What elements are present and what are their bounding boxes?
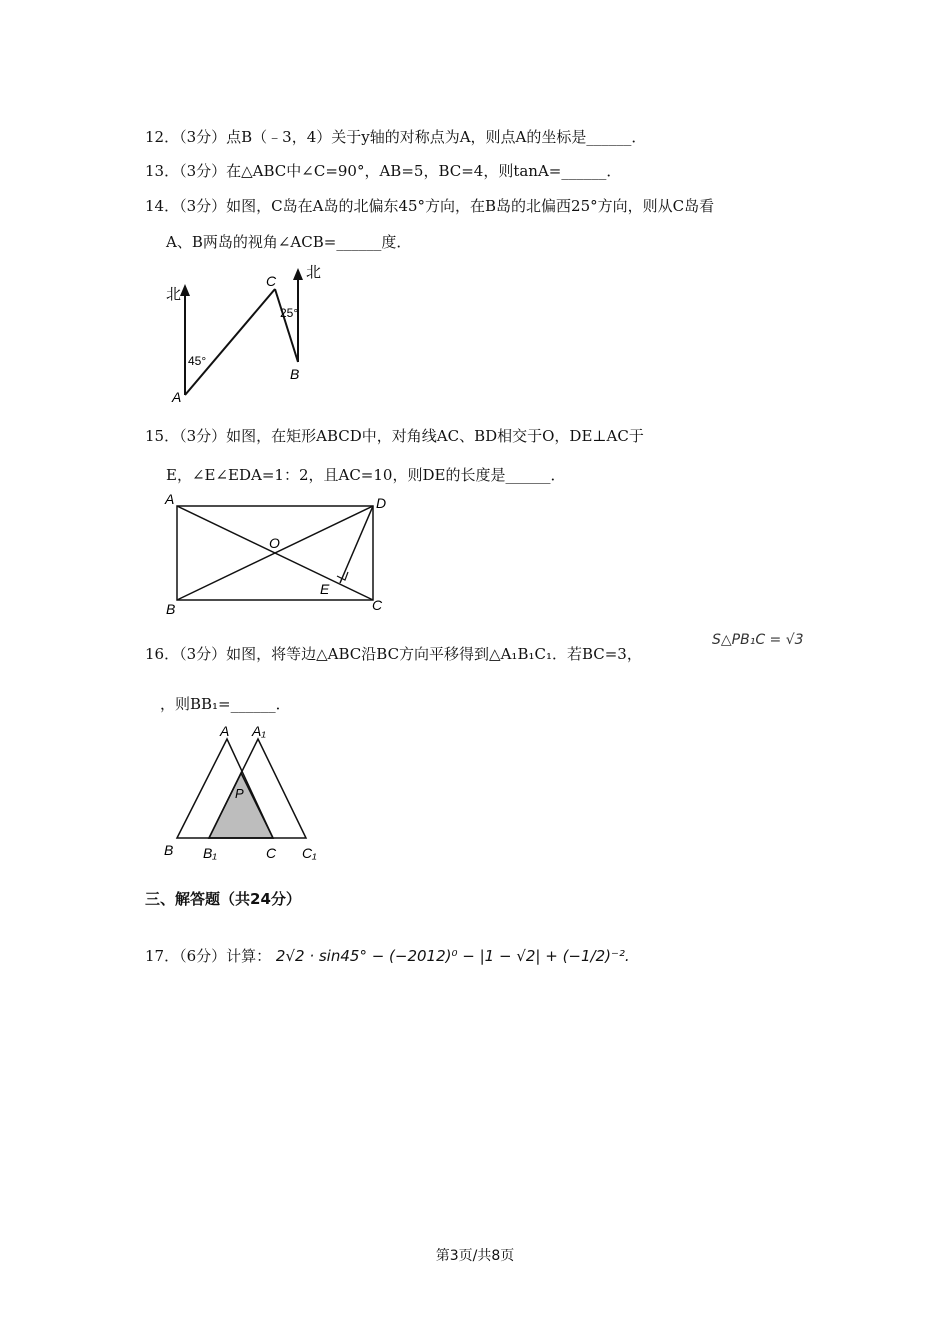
- point-a1-label: A₁: [252, 723, 266, 739]
- question-16-line1: [145, 644, 642, 664]
- question-12: [145, 127, 646, 147]
- north-label-2: 北: [306, 264, 322, 281]
- point-c-label: C: [266, 273, 277, 289]
- question-16-line2: [160, 694, 291, 714]
- q17-expression: 2√2 · sin45° − (−2012)⁰ − |1 − √2| + (−1/2)⁻².: [275, 947, 630, 965]
- question-17: [145, 946, 630, 966]
- q16-figure: [160, 720, 340, 865]
- q14-figure: [160, 258, 340, 406]
- q15-line2-text: E，∠E∠EDA=1：2，且AC=10，则DE的长度是______．: [166, 466, 566, 484]
- question-13: [145, 161, 621, 181]
- page-footer: 第3页/共8页: [435, 1248, 515, 1264]
- point-d-label: D: [376, 495, 387, 511]
- point-a-label: A: [220, 723, 230, 739]
- section-title: 三、解答题（共24分）: [145, 890, 301, 908]
- q15-figure: [160, 490, 400, 620]
- point-b-label: B: [166, 601, 176, 617]
- angle-45-label: 45°: [188, 354, 207, 368]
- q16-line2-text: ，则BB₁=______．: [160, 695, 291, 713]
- north-label-1: 北: [166, 286, 182, 303]
- q16-line1-text: 16．（3分）如图，将等边△ABC沿BC方向平移得到△A₁B₁C₁．若BC=3，: [145, 645, 642, 663]
- segment-de: [340, 506, 373, 583]
- question-15-line2: [166, 465, 565, 485]
- segment-ac: [185, 289, 275, 395]
- point-b-label: B: [164, 842, 174, 858]
- q16-area-formula: [712, 630, 804, 650]
- question-14-line1: [145, 196, 714, 216]
- point-b-label: B: [290, 366, 300, 382]
- q12-text: 12．（3分）点B（﹣3，4）关于y轴的对称点为A，则点A的坐标是______．: [145, 128, 647, 146]
- q14-line2-text: A、B两岛的视角∠ACB=______度．: [166, 233, 412, 251]
- shaded-triangle-pb1c: [209, 773, 273, 838]
- point-o-label: O: [269, 535, 280, 551]
- q15-line1-text: 15．（3分）如图，在矩形ABCD中，对角线AC、BD相交于O，DE⊥AC于: [145, 427, 644, 445]
- q14-line1-text: 14．（3分）如图，C岛在A岛的北偏东45°方向，在B岛的北偏西25°方向，则从C岛看: [145, 197, 715, 215]
- question-14-line2: [166, 232, 411, 252]
- north-arrow-a-icon: [180, 284, 190, 296]
- q16-formula-text: S△PB₁C = √3: [712, 632, 804, 648]
- q17-prefix: 17．（6分）计算：: [145, 947, 272, 965]
- point-b1-label: B₁: [203, 845, 217, 861]
- point-p-label: P: [235, 786, 244, 801]
- q13-text: 13．（3分）在△ABC中∠C=90°，AB=5，BC=4，则tanA=______．: [145, 162, 622, 180]
- point-c-label: C: [266, 845, 277, 861]
- question-15-line1: [145, 426, 644, 446]
- segment-cb: [275, 289, 298, 362]
- point-a-label: A: [165, 491, 175, 507]
- north-arrow-b-icon: [293, 268, 303, 280]
- point-a-label: A: [172, 389, 182, 405]
- angle-25-label: 25°: [280, 306, 299, 320]
- point-c-label: C: [372, 597, 383, 613]
- point-e-label: E: [320, 581, 330, 597]
- point-c1-label: C₁: [302, 845, 317, 861]
